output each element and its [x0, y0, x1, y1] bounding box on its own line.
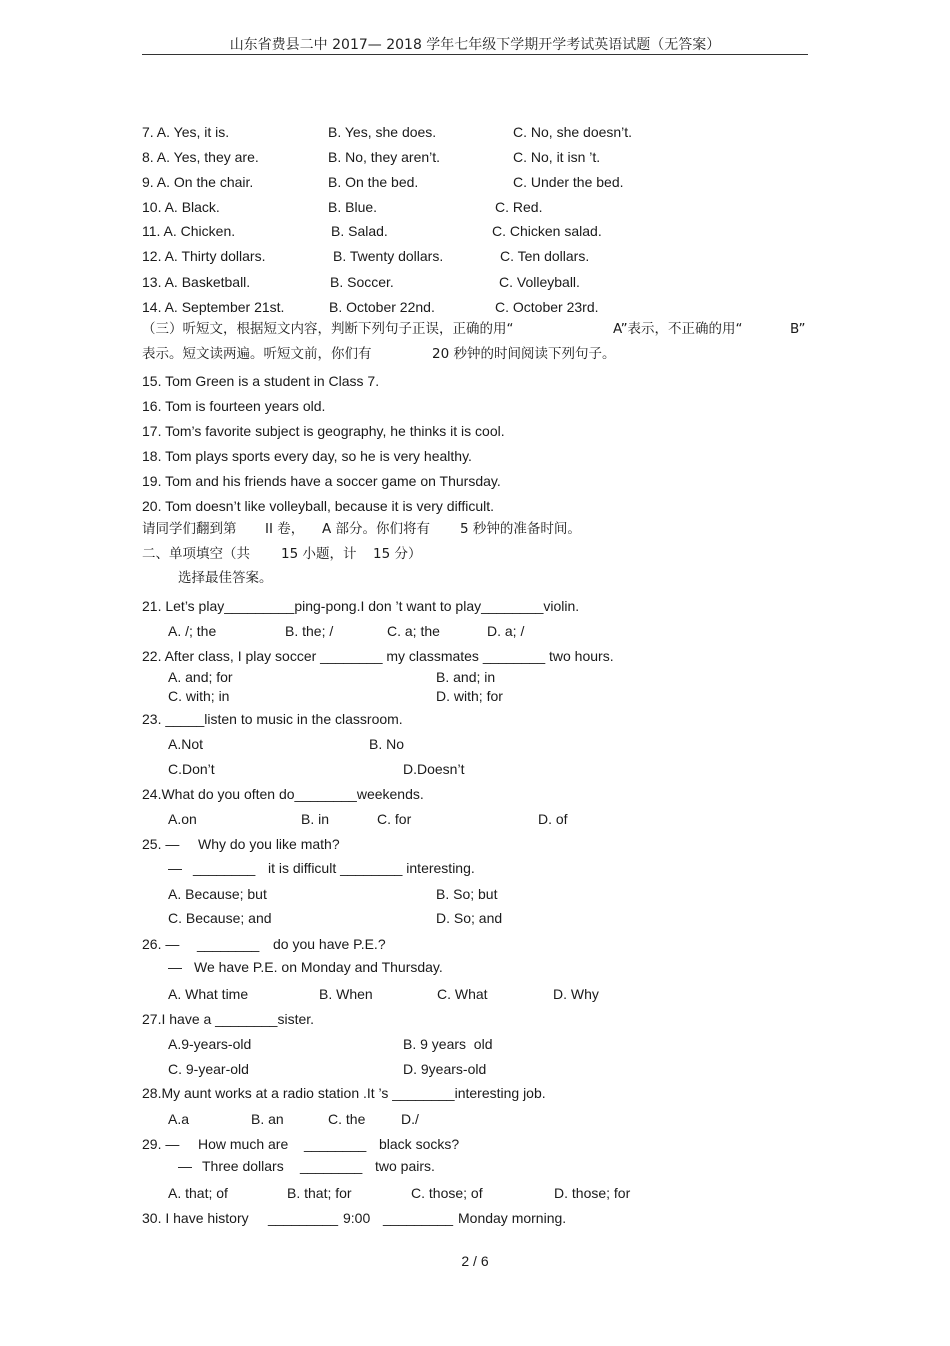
- q26-option-c: C. What: [437, 986, 488, 1002]
- q14-option-a: 14. A. September 21st.: [142, 299, 285, 315]
- q25-question: Why do you like math?: [198, 836, 340, 852]
- q26-number: 26. —: [142, 936, 180, 952]
- q28-option-d: D./: [401, 1111, 419, 1127]
- q12-option-a: 12. A. Thirty dollars.: [142, 248, 266, 264]
- turn-note-b: II 卷，: [265, 521, 305, 537]
- q14-option-b: B. October 22nd.: [329, 299, 435, 315]
- q25-option-a: A. Because; but: [168, 886, 267, 902]
- q25-answer: it is difficult ________ interesting.: [268, 860, 475, 876]
- section3-instruction-1b: A”表示，不正确的用“: [613, 321, 743, 337]
- q26-dash: —: [168, 959, 182, 975]
- q9-option-c: C. Under the bed.: [513, 174, 624, 190]
- statement-15: 15. Tom Green is a student in Class 7.: [142, 373, 380, 389]
- turn-note-a: 请同学们翻到第: [142, 521, 237, 537]
- q13-option-a: 13. A. Basketball.: [142, 274, 251, 290]
- q7-option-b: B. Yes, she does.: [328, 124, 437, 140]
- q22-stem: 22. After class, I play soccer ________ my classmates ________ two hours.: [142, 648, 614, 664]
- section3-instruction-1a: （三）听短文，根据短文内容，判断下列句子正误，正确的用“: [142, 321, 514, 337]
- q22-option-a: A. and; for: [168, 669, 233, 685]
- q30-stem-end: Monday morning.: [458, 1210, 567, 1226]
- q28-option-b: B. an: [251, 1111, 284, 1127]
- q28-option-a: A.a: [168, 1111, 190, 1127]
- q29-blank-2: ________: [300, 1158, 363, 1174]
- q24-option-c: C. for: [377, 811, 412, 827]
- q26-question: do you have P.E.?: [273, 936, 386, 952]
- q12-option-c: C. Ten dollars.: [500, 248, 590, 264]
- q9-option-b: B. On the bed.: [328, 174, 419, 190]
- header-rule: [142, 54, 808, 55]
- q27-option-c: C. 9-year-old: [168, 1061, 249, 1077]
- q23-option-a: A.Not: [168, 736, 204, 752]
- page-header: 山东省费县二中 2017— 2018 学年七年级下学期开学考试英语试题（无答案）: [229, 37, 721, 53]
- q13-option-c: C. Volleyball.: [499, 274, 580, 290]
- q29-number: 29. —: [142, 1136, 180, 1152]
- q22-option-d: D. with; for: [436, 688, 503, 704]
- q14-option-c: C. October 23rd.: [495, 299, 599, 315]
- statement-18: 18. Tom plays sports every day, so he is very healthy.: [142, 448, 472, 464]
- q8-option-a: 8. A. Yes, they are.: [142, 149, 259, 165]
- q26-option-b: B. When: [319, 986, 373, 1002]
- q28-stem: 28.My aunt works at a radio station .It ’s ________interesting job.: [142, 1085, 546, 1101]
- part2-heading-a: 二、单项填空（共: [142, 546, 250, 562]
- q29-dash: —: [178, 1158, 192, 1174]
- q24-option-b: B. in: [301, 811, 330, 827]
- q9-option-a: 9. A. On the chair.: [142, 174, 254, 190]
- q11-option-a: 11. A. Chicken.: [142, 223, 236, 239]
- q21-stem: 21. Let’s play_________ping-pong.I don ’t want to play________violin.: [142, 598, 580, 614]
- q30-time: 9:00: [343, 1210, 371, 1226]
- q25-dash: —: [168, 860, 182, 876]
- q29-question-end: black socks?: [379, 1136, 460, 1152]
- q8-option-c: C. No, it isn ’t.: [513, 149, 601, 165]
- q23-option-d: D.Doesn’t: [403, 761, 465, 777]
- q27-option-b: B. 9 years old: [403, 1036, 493, 1052]
- q12-option-b: B. Twenty dollars.: [333, 248, 444, 264]
- q25-option-b: B. So; but: [436, 886, 498, 902]
- q23-option-c: C.Don’t: [168, 761, 215, 777]
- q29-question-start: How much are: [198, 1136, 289, 1152]
- turn-note-c: A 部分。你们将有: [322, 521, 431, 537]
- q29-option-c: C. those; of: [411, 1185, 483, 1201]
- q25-option-d: D. So; and: [436, 910, 503, 926]
- q22-option-b: B. and; in: [436, 669, 496, 685]
- q29-option-a: A. that; of: [168, 1185, 228, 1201]
- q22-option-c: C. with; in: [168, 688, 230, 704]
- q13-option-b: B. Soccer.: [330, 274, 394, 290]
- q23-option-b: B. No: [369, 736, 405, 752]
- q23-stem: 23. _____listen to music in the classroom.: [142, 711, 403, 727]
- q25-number: 25. —: [142, 836, 180, 852]
- q21-option-b: B. the; /: [285, 623, 334, 639]
- q7-option-a: 7. A. Yes, it is.: [142, 124, 230, 140]
- part2-heading-c: 15 分）: [373, 546, 422, 562]
- q25-blank: ________: [193, 860, 256, 876]
- section3-instruction-2a: 表示。短文读两遍。听短文前，你们有: [142, 346, 372, 362]
- q24-stem: 24.What do you often do________weekends.: [142, 786, 424, 802]
- statement-16: 16. Tom is fourteen years old.: [142, 398, 326, 414]
- q7-option-c: C. No, she doesn’t.: [513, 124, 633, 140]
- q10-option-b: B. Blue.: [328, 199, 378, 215]
- q27-option-a: A.9-years-old: [168, 1036, 252, 1052]
- statement-17: 17. Tom’s favorite subject is geography, he thinks it is cool.: [142, 423, 505, 439]
- statement-20: 20. Tom doesn’t like volleyball, because it is very difficult.: [142, 498, 494, 514]
- q21-option-a: A. /; the: [168, 623, 217, 639]
- page-number: 2 / 6: [461, 1253, 489, 1269]
- section3-instruction-2b: 20 秒钟的时间阅读下列句子。: [432, 346, 616, 362]
- part2-heading-b: 15 小题，计: [281, 546, 357, 562]
- q26-option-a: A. What time: [168, 986, 249, 1002]
- q26-blank: ________: [197, 936, 260, 952]
- q8-option-b: B. No, they aren’t.: [328, 149, 441, 165]
- q10-option-a: 10. A. Black.: [142, 199, 220, 215]
- section3-instruction-1c: B”: [790, 321, 806, 337]
- q28-option-c: C. the: [328, 1111, 366, 1127]
- q29-answer-start: Three dollars: [202, 1158, 284, 1174]
- q30-blank-1: _________: [268, 1210, 339, 1226]
- q21-option-c: C. a; the: [387, 623, 440, 639]
- q30-blank-2: _________: [383, 1210, 454, 1226]
- q11-option-c: C. Chicken salad.: [492, 223, 602, 239]
- q24-option-a: A.on: [168, 811, 197, 827]
- q29-blank-1: ________: [304, 1136, 367, 1152]
- q25-option-c: C. Because; and: [168, 910, 272, 926]
- q29-option-d: D. those; for: [554, 1185, 631, 1201]
- q27-stem: 27.I have a ________sister.: [142, 1011, 315, 1027]
- q29-answer-end: two pairs.: [375, 1158, 435, 1174]
- turn-note-d: 5 秒钟的准备时间。: [460, 521, 581, 537]
- q29-option-b: B. that; for: [287, 1185, 352, 1201]
- q24-option-d: D. of: [538, 811, 568, 827]
- q27-option-d: D. 9years-old: [403, 1061, 487, 1077]
- q11-option-b: B. Salad.: [331, 223, 388, 239]
- statement-19: 19. Tom and his friends have a soccer game on Thursday.: [142, 473, 501, 489]
- q10-option-c: C. Red.: [495, 199, 543, 215]
- q21-option-d: D. a; /: [487, 623, 525, 639]
- q26-answer: We have P.E. on Monday and Thursday.: [194, 959, 443, 975]
- part2-instruction: 选择最佳答案。: [178, 570, 273, 586]
- q26-option-d: D. Why: [553, 986, 599, 1002]
- q30-stem-start: 30. I have history: [142, 1210, 249, 1226]
